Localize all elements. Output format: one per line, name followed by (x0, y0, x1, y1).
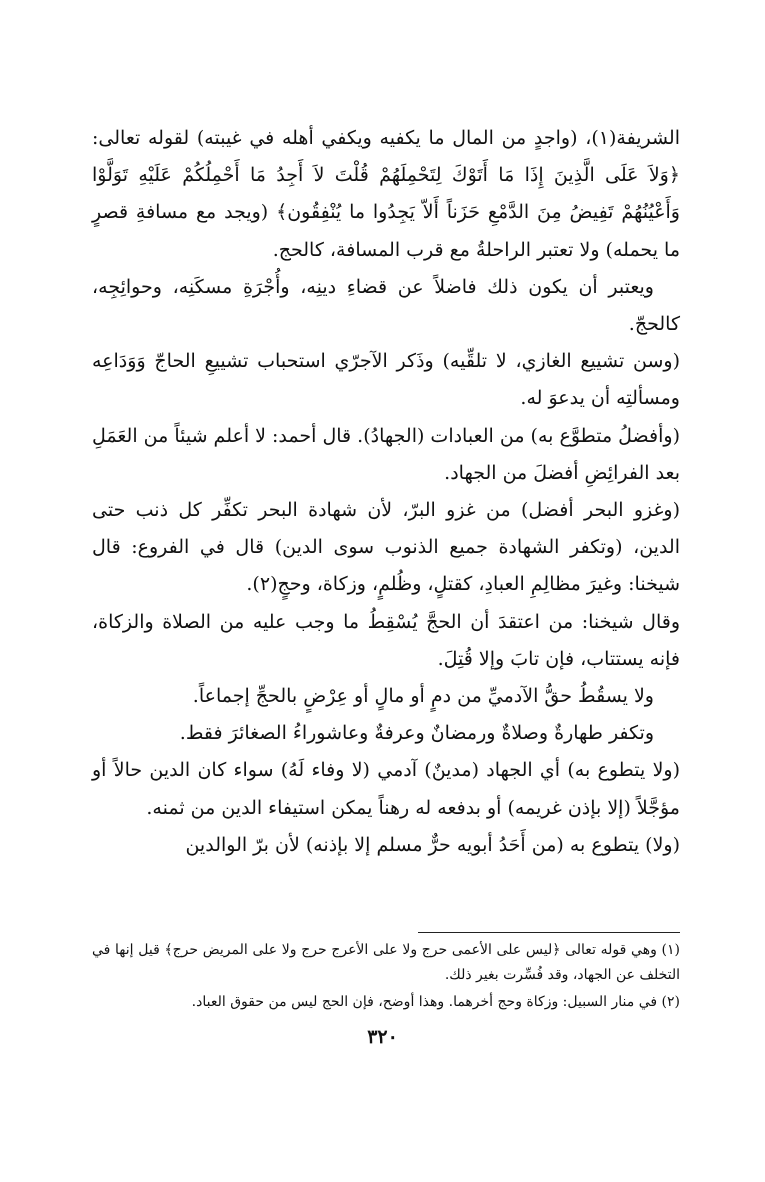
footnote: (١) وهي قوله تعالى ﴿ليس على الأعمى حرج ولا على الأعرج حرج ولا على المريض حرج﴾ قيل إنها في التخلف عن الجهاد، وقد فُسِّرت بغير ذلك. (92, 942, 680, 983)
paragraph: (ولا) يتطوع به (من أَحَدُ أبويه حرٌّ مسلم إلا بإذنه) لأن برّ الوالدين (185, 833, 680, 856)
paragraph: (وسن تشييع الغازي، لا تلقِّيه) وذَكر الآجرّي استحباب تشييعِ الحاجّ وَوَدَاعِه ومسألتِه أن يدعوَ له. (92, 350, 680, 410)
main-text (92, 120, 680, 864)
paragraph: (وغزو البحر أفضل) من غزو البرّ، لأن شهادة البحر تكفِّر كل ذنب حتى الدين، (وتكفر الشهادة جميع الذنوب سوى الدين) قال في الفروع: قال شيخنا: وغيرَ مظالِمِ العبادِ، كقتلٍ، وظُلمٍ، وزكاة، وحجٍ(٢). (92, 499, 680, 596)
paragraph: الشريفة(١)، (واجدٍ من المال ما يكفيه ويكفي أهله في غيبته) لقوله تعالى: ﴿وَلاَ عَلَى الَّذِينَ إِذَا مَا أَتَوْكَ لِتَحْمِلَهُمْ قُلْتَ لاَ أَجِدُ مَا أَحْمِلُكُمْ عَلَيْهِ تَوَلَّوْا وَأَعْيُنُهُمْ تَفِيضُ مِنَ الدَّمْعِ حَزَناً أَلاّ يَجِدُوا ما يُنْفِقُون﴾ (ويجد مع مسافةِ قصرٍ ما يحمله) ولا تعتبر الراحلةُ مع قرب المسافة، كالحج. (92, 127, 680, 261)
footnote: (٢) في منار السبيل: وزكاة وحج أخرهما. وهذا أوضح، فإن الحج ليس من حقوق العباد. (191, 994, 680, 1010)
paragraph: (وأفضلُ متطوَّع به) من العبادات (الجهادُ). قال أحمد: لا أعلم شيئاً من العَمَلِ بعد الفرائِضِ أفضلَ من الجهاد. (92, 424, 680, 484)
footnotes (92, 938, 680, 1017)
paragraph: وتكفر طهارةٌ وصلاةٌ ورمضانٌ وعرفةٌ وعاشوراءُ الصغائرَ فقط. (179, 722, 654, 745)
paragraph: ويعتبر أن يكون ذلك فاضلاً عن قضاءِ دينِه، وأُجْرَةِ مسكَنِه، وحوائِجِه، كالحجّ. (92, 275, 680, 336)
paragraph: ولا يسقُطُ حقُّ الآدميِّ من دمٍ أو مالٍ أو عِرْضٍ بالحجِّ إجماعاً. (192, 685, 654, 708)
paragraph: وقال شيخنا: من اعتقدَ أن الحجَّ يُسْقِطُ ما وجب عليه من الصلاة والزكاة، فإنه يستتاب، فإن تابَ وإلا قُتِلَ. (92, 610, 680, 670)
paragraph: (ولا يتطوع به) أي الجهاد (مدينٌ) آدمي (لا وفاء لَهُ) سواء كان الدين حالاً أو مؤجَّلاً (إلا بإذن غريمه) أو بدفعه له رهناً يمكن استيفاء الدين من ثمنه. (92, 759, 680, 819)
footnote-divider (418, 932, 680, 933)
page-number: ٣٢٠ (367, 1026, 398, 1048)
